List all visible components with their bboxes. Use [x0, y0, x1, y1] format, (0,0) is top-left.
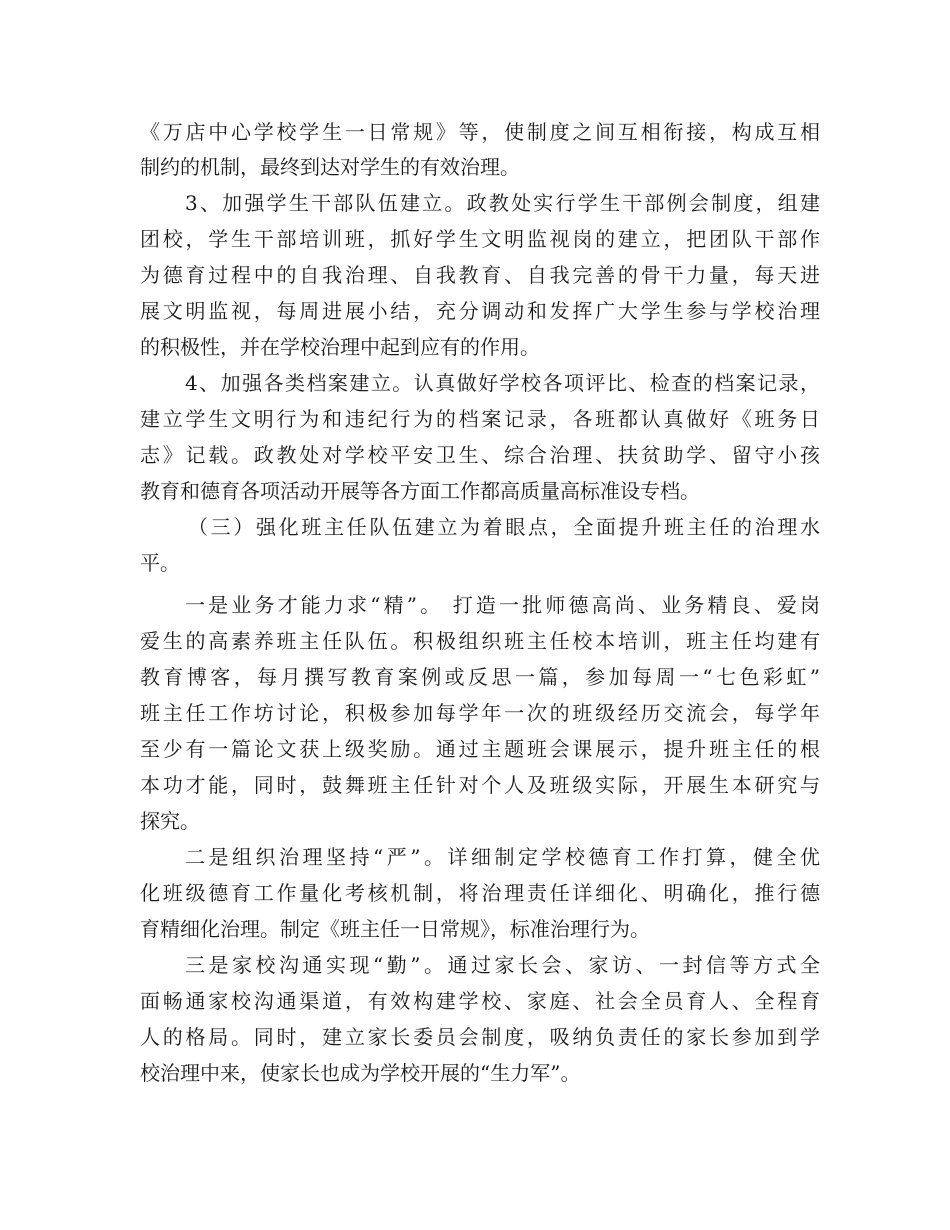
text-line: 4、加强各类档案建立。认真做好学校各项评比、检查的档案记录，	[185, 371, 820, 395]
text-line: 二是组织治理坚持“严”。详细制定学校德育工作打算，健全优	[185, 845, 820, 869]
text-line: 制约的机制，最终到达对学生的有效治理。	[140, 155, 520, 179]
text-line: 化班级德育工作量化考核机制，将治理责任详细化、明确化，推行德	[140, 881, 820, 905]
text-line: 3、加强学生干部队伍建立。政教处实行学生干部例会制度，组建	[185, 191, 820, 215]
text-line: 育精细化治理。制定《班主任一日常规》，标准治理行为。	[140, 917, 650, 941]
text-line: 爱生的高素养班主任队伍。积极组织班主任校本培训，班主任均建有	[140, 629, 820, 653]
text-line: 教育和德育各项活动开展等各方面工作都高质量高标准设专档。	[140, 479, 700, 503]
section-heading-line: 平。	[140, 551, 180, 575]
text-line: 面畅通家校沟通渠道，有效构建学校、家庭、社会全员育人、全程育	[140, 989, 820, 1013]
text-line: 的积极性，并在学校治理中起到应有的作用。	[140, 335, 540, 359]
section-heading-line: （三）强化班主任队伍建立为着眼点，全面提升班主任的治理水	[188, 515, 820, 539]
text-line: 本功才能，同时，鼓舞班主任针对个人及班级实际，开展生本研究与	[140, 773, 820, 797]
text-line: 至少有一篇论文获上级奖励。通过主题班会课展示，提升班主任的根	[140, 737, 820, 761]
text-line: 一是业务才能力求“精”。 打造一批师德高尚、业务精良、爱岗	[185, 593, 820, 617]
text-line: 人的格局。同时，建立家长委员会制度，吸纳负责任的家长参加到学	[140, 1025, 820, 1049]
text-line: 志》记载。政教处对学校平安卫生、综合治理、扶贫助学、留守小孩	[140, 443, 820, 467]
text-line: 三是家校沟通实现“勤”。通过家长会、家访、一封信等方式全	[185, 953, 820, 977]
text-line: 建立学生文明行为和违纪行为的档案记录，各班都认真做好《班务日	[140, 407, 820, 431]
text-line: 团校，学生干部培训班，抓好学生文明监视岗的建立，把团队干部作	[140, 227, 820, 251]
text-line: 班主任工作坊讨论，积极参加每学年一次的班级经历交流会，每学年	[140, 701, 820, 725]
text-line: 《万店中心学校学生一日常规》等，使制度之间互相衔接，构成互相	[140, 120, 820, 144]
text-line: 教育博客，每月撰写教育案例或反思一篇，参加每周一“七色彩虹”	[140, 665, 820, 689]
text-line: 为德育过程中的自我治理、自我教育、自我完善的骨干力量，每天进	[140, 263, 820, 287]
text-line: 校治理中来，使家长也成为学校开展的“生力军”。	[140, 1061, 581, 1085]
text-line: 展文明监视，每周进展小结，充分调动和发挥广大学生参与学校治理	[140, 299, 820, 323]
text-line: 探究。	[140, 809, 200, 833]
